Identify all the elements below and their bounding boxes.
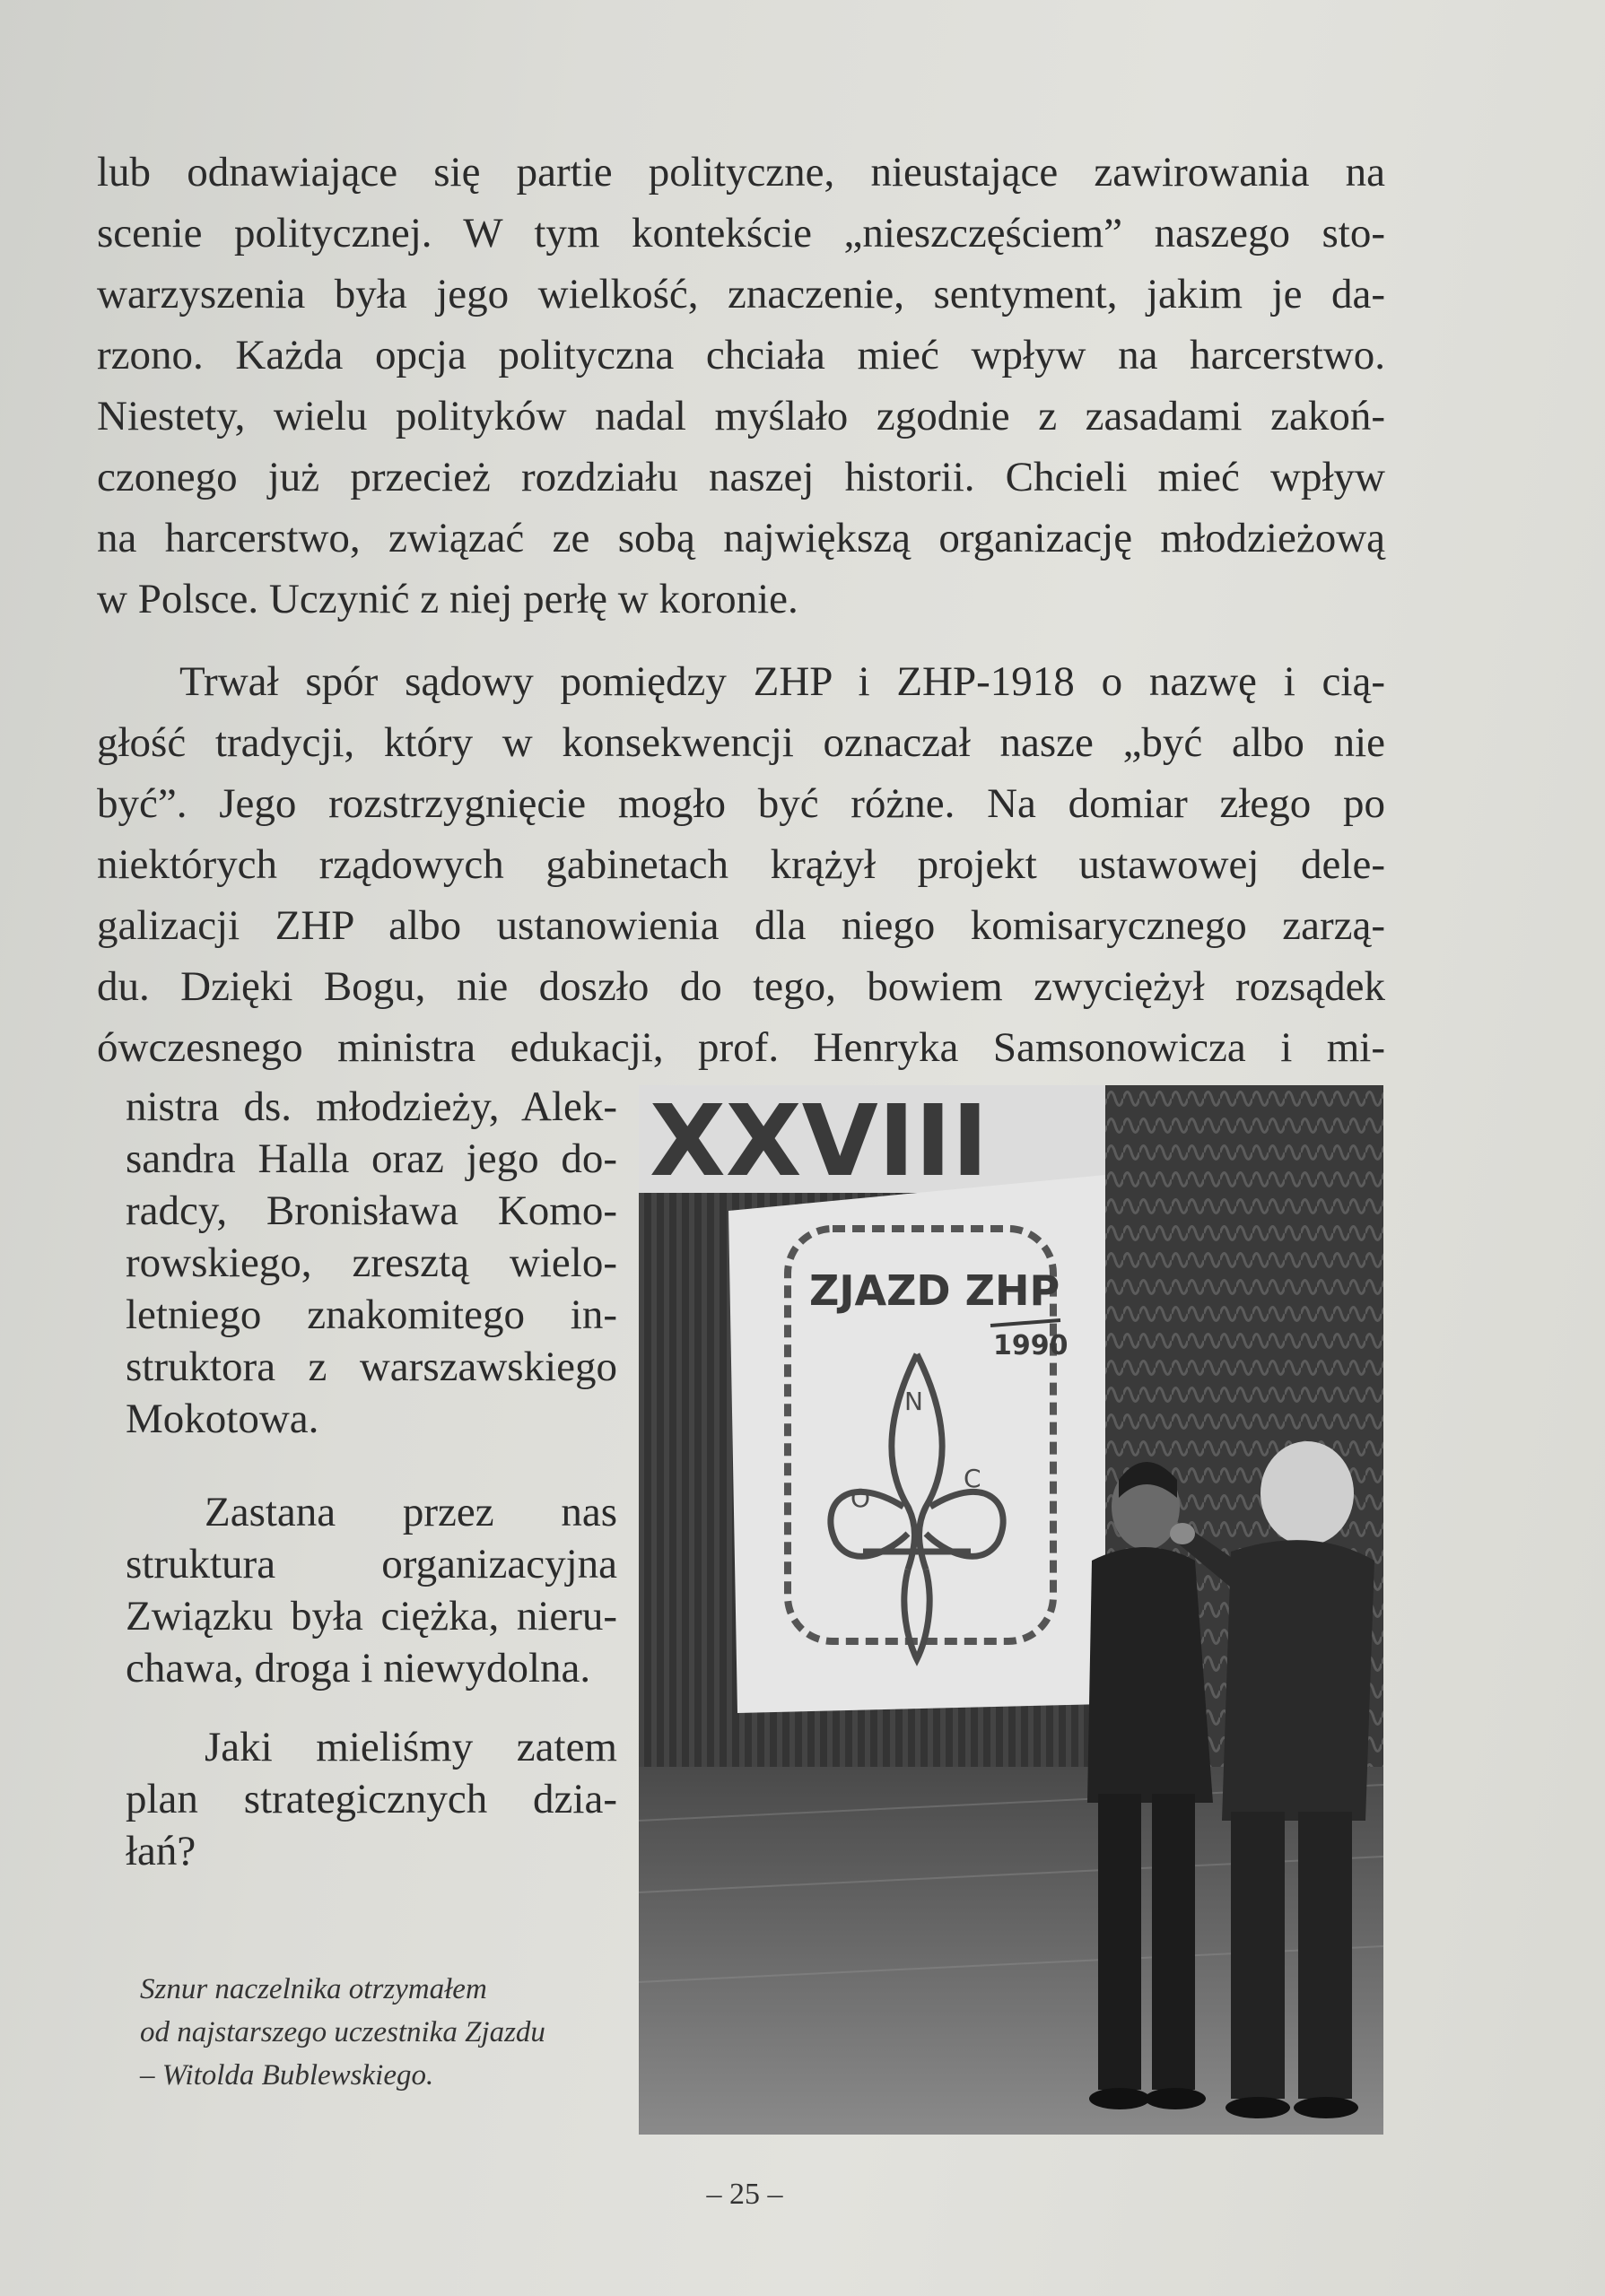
emblem-letter: N	[904, 1387, 923, 1416]
text-line: scenie politycznej. W tym kontekście „nieszczęściem” naszego sto-	[97, 210, 1385, 257]
text-line: struktura organizacyjna	[126, 1541, 617, 1587]
text-line: struktora z warszawskiego	[126, 1344, 617, 1390]
page-number: – 25 –	[706, 2178, 783, 2211]
text-line: warzyszenia była jego wielkość, znaczenie, sentyment, jakim je da-	[97, 271, 1385, 317]
text-line: Mokotowa.	[126, 1396, 319, 1442]
text-line: Trwał spór sądowy pomiędzy ZHP i ZHP-1918 o nazwę i cią-	[179, 658, 1385, 705]
text-line: letniego znakomitego in-	[126, 1292, 617, 1338]
text-line: łań?	[126, 1828, 196, 1874]
text-line: du. Dzięki Bogu, nie doszło do tego, bowiem zwyciężył rozsądek	[97, 963, 1385, 1010]
text-line: plan strategicznych dzia-	[126, 1776, 617, 1822]
text-line: Niestety, wielu polityków nadal myślało zgodnie z zasadami zakoń-	[97, 393, 1385, 439]
text-line: rowskiego, zresztą wielo-	[126, 1239, 617, 1286]
text-line: galizacji ZHP albo ustanowienia dla niego komisarycznego zarzą-	[97, 902, 1385, 949]
text-line: na harcerstwo, związać ze sobą największą organizację młodzieżową	[97, 515, 1385, 561]
text-line: chawa, droga i niewydolna.	[126, 1645, 591, 1692]
text-line: nistra ds. młodzieży, Alek-	[126, 1083, 617, 1130]
banner-year: 1990	[993, 1330, 1069, 1361]
banner-title: ZJAZD ZHP	[809, 1266, 1060, 1315]
text-line: czonego już przecież rozdziału naszej historii. Chcieli mieć wpływ	[97, 454, 1385, 500]
photo-caption: Sznur naczelnika otrzymałem	[140, 1973, 487, 2005]
text-line: Zastana przez nas	[205, 1489, 617, 1535]
emblem-letter: C	[964, 1464, 981, 1493]
text-line: głość tradycji, który w konsekwencji oznaczał nasze „być albo nie	[97, 719, 1385, 766]
emblem-letter: O	[850, 1483, 871, 1513]
text-line: być”. Jego rozstrzygnięcie mogło być różne. Na domiar złego po	[97, 780, 1385, 827]
text-line: rzono. Każda opcja polityczna chciała mieć wpływ na harcerstwo.	[97, 332, 1385, 378]
photo-caption: od najstarszego uczestnika Zjazdu	[140, 2016, 545, 2048]
text-line: radcy, Bronisława Komo-	[126, 1187, 617, 1234]
text-line: w Polsce. Uczynić z niej perłę w koronie.	[97, 576, 798, 622]
banner-numeral: XXVIII	[650, 1085, 989, 1198]
text-line: sandra Halla oraz jego do-	[126, 1135, 617, 1182]
text-line: Jaki mieliśmy zatem	[205, 1724, 617, 1770]
text-line: niektórych rządowych gabinetach krążył projekt ustawowej dele-	[97, 841, 1385, 888]
photograph	[639, 1085, 1383, 2135]
text-line: ówczesnego ministra edukacji, prof. Henryka Samsonowicza i mi-	[97, 1024, 1385, 1071]
photo-caption: – Witolda Bublewskiego.	[140, 2059, 434, 2092]
text-line: lub odnawiające się partie polityczne, nieustające zawirowania na	[97, 149, 1385, 196]
text-line: Związku była ciężka, nieru-	[126, 1593, 617, 1639]
